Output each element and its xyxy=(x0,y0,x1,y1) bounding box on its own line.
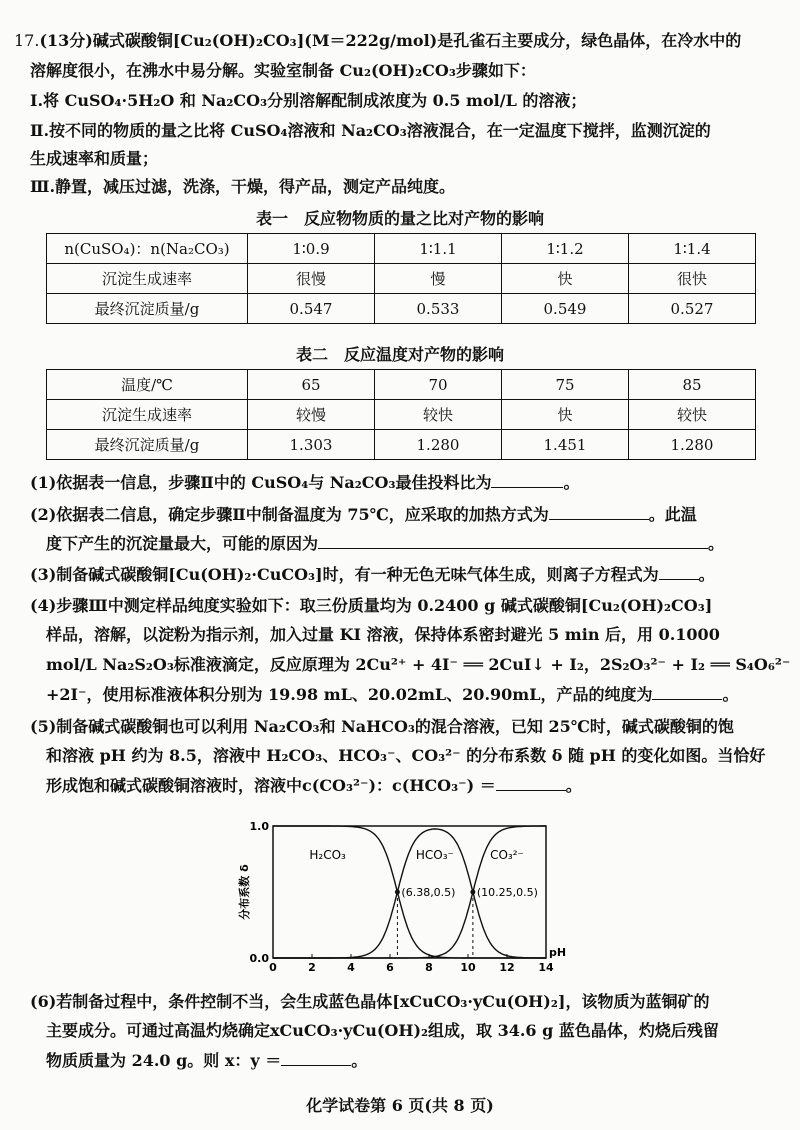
table1-caption: 表一 反应物物质的量之比对产物的影响 xyxy=(255,209,544,228)
table1-row-header: n(CuSO₄)：n(Na₂CO₃) xyxy=(47,234,248,264)
table1-cell: 1∶0.9 xyxy=(248,234,375,264)
step-1: Ⅰ.将 CuSO₄·5H₂O 和 Na₂CO₃分别溶解配制成浓度为 0.5 mol/L 的溶液； xyxy=(30,91,587,110)
annotation-label: (6.38,0.5) xyxy=(401,886,456,899)
subquestion-1-end: 。 xyxy=(563,473,580,492)
table1-row-header: 最终沉淀质量/g xyxy=(47,294,248,324)
annotation-label: (10.25,0.5) xyxy=(476,886,538,899)
x-tick-label: 12 xyxy=(499,961,515,974)
table1-cell: 0.527 xyxy=(629,294,756,324)
annotation-point xyxy=(395,890,400,895)
table1-cell: 1∶1.4 xyxy=(629,234,756,264)
subquestion-6b: 主要成分。可通过高温灼烧确定xCuCO₃·yCu(OH)₂组成，取 34.6 g 蓝色晶体，灼烧后残留 xyxy=(46,1021,719,1040)
table2-row xyxy=(47,400,756,430)
table2-cell: 1.451 xyxy=(502,430,629,460)
table1-cell: 快 xyxy=(502,264,629,294)
subquestion-5c-text: 形成饱和碱式碳酸铜溶液时，溶液中c(CO₃²⁻)：c(HCO₃⁻) ＝ xyxy=(46,776,496,795)
table2-cell: 1.280 xyxy=(629,430,756,460)
answer-blank-1[interactable] xyxy=(491,473,563,488)
table2-cell: 1.303 xyxy=(248,430,375,460)
table2-cell: 较快 xyxy=(629,400,756,430)
subquestion-2b xyxy=(46,533,780,555)
series-label: HCO₃⁻ xyxy=(415,848,454,862)
x-tick-label: 0 xyxy=(269,961,277,974)
table2-cell: 70 xyxy=(375,370,502,400)
subquestion-5b: 和溶液 pH 约为 8.5，溶液中 H₂CO₃、HCO₃⁻、CO₃²⁻ 的分布系数 δ 随 pH 的变化如图。当恰好 xyxy=(46,746,766,765)
question-intro-1: (13分)碱式碳酸铜[Cu₂(OH)₂CO₃](M＝222g/mol)是孔雀石主要成分，绿色晶体，在冷水中的 xyxy=(39,31,742,50)
table2-cell: 较慢 xyxy=(248,400,375,430)
table1-cell: 0.547 xyxy=(248,294,375,324)
answer-blank-2b[interactable] xyxy=(318,534,708,549)
table1 xyxy=(46,233,756,324)
x-tick-label: 2 xyxy=(308,961,316,974)
table1-cell: 慢 xyxy=(375,264,502,294)
page-footer: 化学试卷第 6 页(共 8 页) xyxy=(306,1096,494,1115)
table2-caption: 表二 反应温度对产物的影响 xyxy=(295,345,504,364)
answer-blank-5[interactable] xyxy=(496,776,566,791)
subquestion-6c xyxy=(46,1050,780,1072)
x-tick-label: 8 xyxy=(425,961,433,974)
subquestion-5a: (5)制备碱式碳酸铜也可以利用 Na₂CO₃和 NaHCO₃的混合溶液，已知 25℃时，碱式碳酸铜的饱 xyxy=(30,717,734,736)
subquestion-5c xyxy=(46,775,780,797)
question-intro-line-1 xyxy=(14,30,780,52)
table2-row xyxy=(47,430,756,460)
table2-cell: 较快 xyxy=(375,400,502,430)
subquestion-3-end: 。 xyxy=(698,565,715,584)
table2-row xyxy=(47,370,756,400)
y-tick-label: 1.0 xyxy=(249,820,269,833)
table1-row-header: 沉淀生成速率 xyxy=(47,264,248,294)
subquestion-4d-text: +2I⁻，使用标准液体积分别为 19.98 mL、20.02mL、20.90mL，产品的纯度为 xyxy=(46,685,653,704)
subquestion-1-text: (1)依据表一信息，步骤Ⅱ中的 CuSO₄与 Na₂CO₃最佳投料比为 xyxy=(30,473,492,492)
x-tick-label: 6 xyxy=(386,961,394,974)
answer-blank-4[interactable] xyxy=(652,685,722,700)
y-axis-label: 分布系数 δ xyxy=(238,864,251,920)
subquestion-4d xyxy=(46,684,780,706)
table1-row xyxy=(47,234,756,264)
series-label: H₂CO₃ xyxy=(309,848,346,862)
x-tick-label: 10 xyxy=(460,961,476,974)
subquestion-6a: (6)若制备过程中，条件控制不当，会生成蓝色晶体[xCuCO₃·yCu(OH)₂]，该物质为蓝铜矿的 xyxy=(30,992,710,1011)
subquestion-3 xyxy=(30,564,780,586)
answer-blank-2a[interactable] xyxy=(549,505,649,520)
subquestion-2a-end: 。此温 xyxy=(648,505,697,524)
table1-cell: 0.533 xyxy=(375,294,502,324)
answer-blank-3[interactable] xyxy=(659,565,699,580)
step-3: Ⅲ.静置，减压过滤，洗涤，干燥，得产品，测定产品纯度。 xyxy=(30,177,456,196)
series-label: CO₃²⁻ xyxy=(490,848,524,862)
subquestion-4b: 样品，溶解，以淀粉为指示剂，加入过量 KI 溶液，保持体系密封避光 5 min 后，用 0.1000 xyxy=(46,625,720,644)
subquestion-4d-end: 。 xyxy=(722,685,739,704)
table2-cell: 快 xyxy=(502,400,629,430)
distribution-chart xyxy=(228,812,578,977)
step-2b: 生成速率和质量； xyxy=(30,149,159,168)
table1-cell: 0.549 xyxy=(502,294,629,324)
subquestion-2a-text: (2)依据表二信息，确定步骤Ⅱ中制备温度为 75℃，应采取的加热方式为 xyxy=(30,505,549,524)
table1-cell: 很快 xyxy=(629,264,756,294)
answer-blank-6[interactable] xyxy=(281,1051,351,1066)
x-axis-label: pH xyxy=(549,946,567,959)
subquestion-2b-text: 度下产生的沉淀量最大，可能的原因为 xyxy=(46,534,319,553)
subquestion-3-text: (3)制备碱式碳酸铜[Cu(OH)₂·CuCO₃]时，有一种无色无味气体生成，则离子方程式为 xyxy=(30,565,659,584)
table1-cell: 1∶1.2 xyxy=(502,234,629,264)
subquestion-4c: mol/L Na₂S₂O₃标准液滴定，反应原理为 2Cu²⁺ + 4I⁻ ══ 2CuI↓ + I₂，2S₂O₃²⁻ + I₂ ══ S₄O₆²⁻ xyxy=(46,655,791,674)
table1-cell: 1∶1.1 xyxy=(375,234,502,264)
question-intro-2: 溶解度很小，在沸水中易分解。实验室制备 Cu₂(OH)₂CO₃步骤如下： xyxy=(30,61,536,80)
x-tick-label: 4 xyxy=(347,961,355,974)
subquestion-5c-end: 。 xyxy=(565,776,582,795)
subquestion-6c-text: 物质质量为 24.0 g。则 x：y ＝ xyxy=(46,1051,282,1070)
table2-cell: 85 xyxy=(629,370,756,400)
table1-cell: 很慢 xyxy=(248,264,375,294)
table2-row-header: 沉淀生成速率 xyxy=(47,400,248,430)
table2-cell: 75 xyxy=(502,370,629,400)
table1-row xyxy=(47,294,756,324)
table2-row-header: 温度/℃ xyxy=(47,370,248,400)
subquestion-6c-end: 。 xyxy=(351,1051,368,1070)
step-2a: Ⅱ.按不同的物质的量之比将 CuSO₄溶液和 Na₂CO₃溶液混合，在一定温度下搅拌，监测沉淀的 xyxy=(30,121,711,140)
table2-cell: 1.280 xyxy=(375,430,502,460)
subquestion-4a: (4)步骤Ⅲ中测定样品纯度实验如下：取三份质量均为 0.2400 g 碱式碳酸铜[Cu₂(OH)₂CO₃] xyxy=(30,596,713,615)
x-tick-label: 14 xyxy=(538,961,554,974)
table1-row xyxy=(47,264,756,294)
subquestion-2b-end: 。 xyxy=(708,534,725,553)
y-tick-label: 0.0 xyxy=(249,952,269,965)
subquestion-1 xyxy=(30,472,780,494)
table2-row-header: 最终沉淀质量/g xyxy=(47,430,248,460)
question-number: 17. xyxy=(14,31,40,50)
table2-cell: 65 xyxy=(248,370,375,400)
annotation-point xyxy=(470,890,475,895)
subquestion-2a xyxy=(30,504,780,526)
table2 xyxy=(46,369,756,460)
